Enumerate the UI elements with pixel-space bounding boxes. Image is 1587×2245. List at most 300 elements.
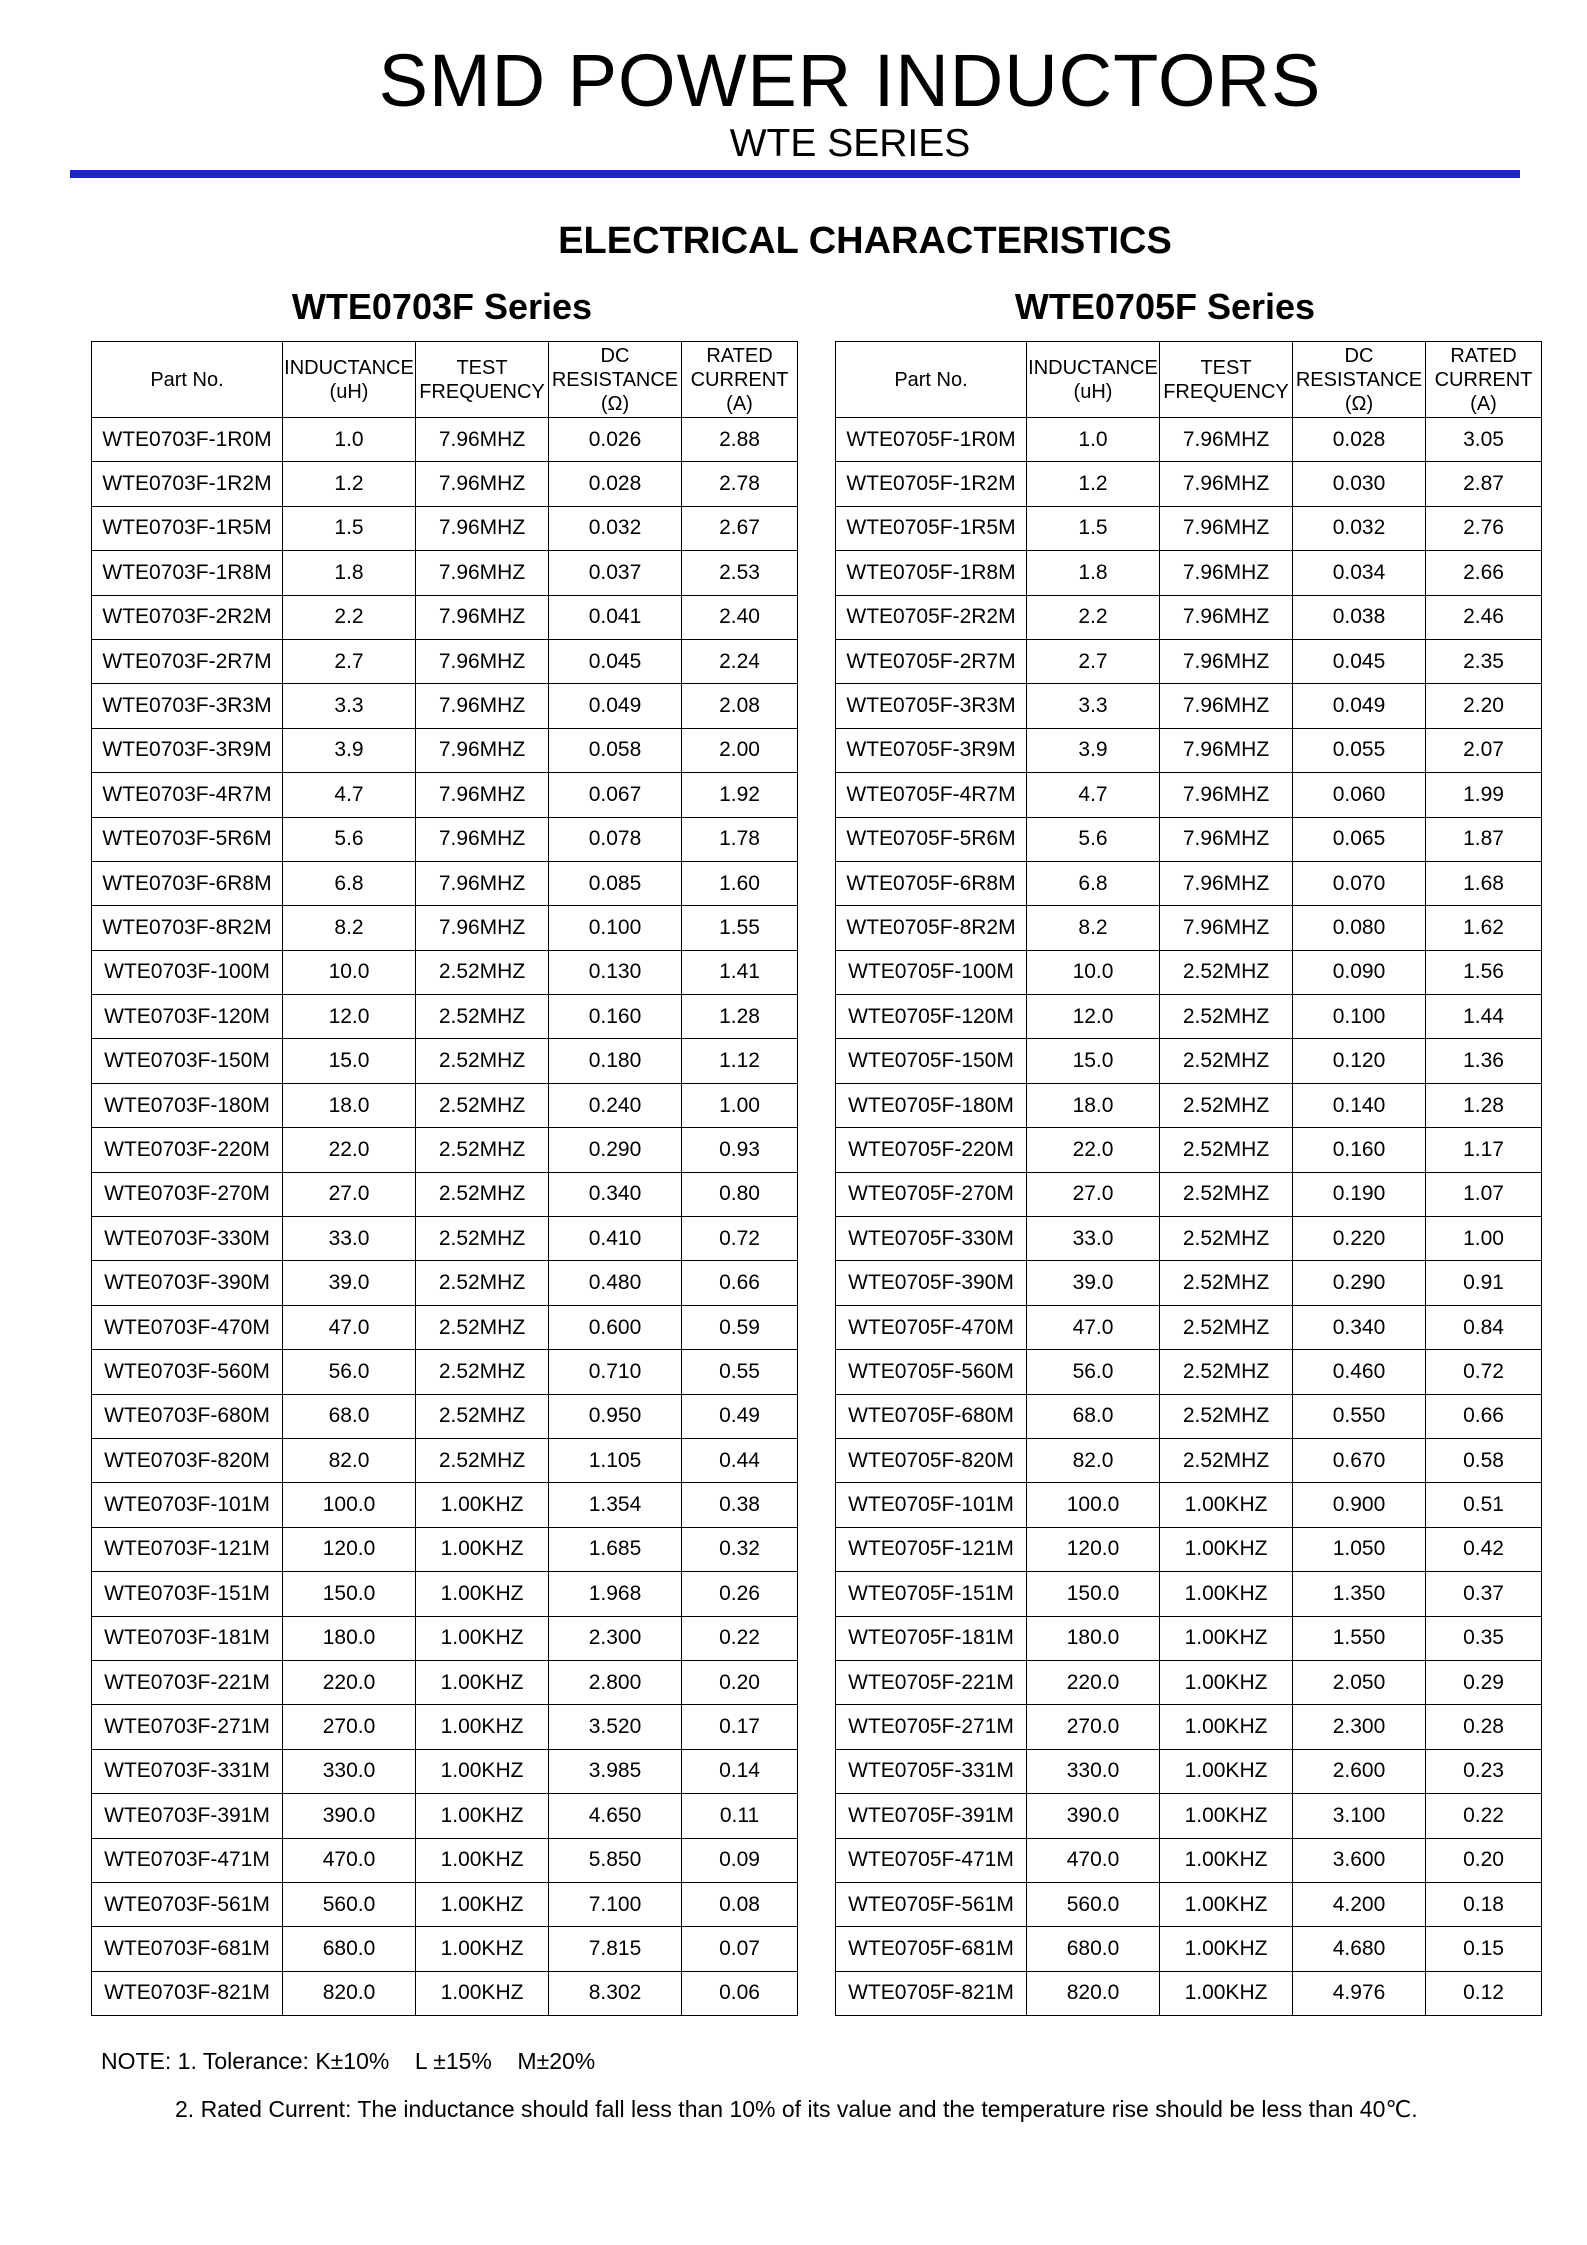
cell-inductance: 220.0 [1027,1660,1160,1704]
cell-test-frequency: 7.96MHZ [1160,506,1293,550]
cell-inductance: 2.7 [1027,639,1160,683]
cell-inductance: 4.7 [1027,773,1160,817]
cell-dc-resistance: 0.180 [549,1039,682,1083]
cell-rated-current: 2.46 [1426,595,1542,639]
cell-dc-resistance: 0.034 [1293,551,1426,595]
cell-test-frequency: 1.00KHZ [1160,1527,1293,1571]
cell-part-no: WTE0705F-1R2M [836,462,1027,506]
cell-test-frequency: 7.96MHZ [1160,595,1293,639]
cell-part-no: WTE0703F-330M [92,1217,283,1261]
cell-test-frequency: 2.52MHZ [416,1394,549,1438]
cell-inductance: 27.0 [283,1172,416,1216]
cell-test-frequency: 7.96MHZ [416,684,549,728]
cell-rated-current: 0.55 [682,1350,798,1394]
cell-part-no: WTE0705F-271M [836,1705,1027,1749]
cell-part-no: WTE0703F-3R9M [92,728,283,772]
cell-part-no: WTE0703F-181M [92,1616,283,1660]
cell-dc-resistance: 0.038 [1293,595,1426,639]
cell-inductance: 5.6 [283,817,416,861]
spec-table-wte0703f [91,341,798,2016]
table-header-row [836,342,1542,418]
cell-dc-resistance: 0.085 [549,861,682,905]
cell-part-no: WTE0703F-121M [92,1527,283,1571]
cell-rated-current: 2.20 [1426,684,1542,728]
cell-dc-resistance: 0.130 [549,950,682,994]
cell-rated-current: 0.17 [682,1705,798,1749]
cell-part-no: WTE0705F-560M [836,1350,1027,1394]
cell-test-frequency: 7.96MHZ [416,506,549,550]
cell-dc-resistance: 0.067 [549,773,682,817]
table-row [92,1083,798,1127]
table-row [92,1483,798,1527]
cell-inductance: 56.0 [1027,1350,1160,1394]
table-row [836,462,1542,506]
cell-dc-resistance: 2.800 [549,1660,682,1704]
cell-dc-resistance: 0.028 [549,462,682,506]
cell-part-no: WTE0705F-2R2M [836,595,1027,639]
cell-dc-resistance: 0.037 [549,551,682,595]
cell-test-frequency: 2.52MHZ [416,995,549,1039]
table-row [92,1705,798,1749]
table-header-row [92,342,798,418]
cell-inductance: 15.0 [283,1039,416,1083]
cell-part-no: WTE0703F-101M [92,1483,283,1527]
cell-rated-current: 2.40 [682,595,798,639]
cell-dc-resistance: 0.055 [1293,728,1426,772]
cell-inductance: 33.0 [283,1217,416,1261]
cell-test-frequency: 2.52MHZ [1160,1261,1293,1305]
cell-test-frequency: 2.52MHZ [1160,1083,1293,1127]
cell-part-no: WTE0703F-1R5M [92,506,283,550]
cell-rated-current: 0.29 [1426,1660,1542,1704]
cell-rated-current: 0.18 [1426,1882,1542,1926]
cell-rated-current: 0.42 [1426,1527,1542,1571]
cell-inductance: 2.7 [283,639,416,683]
cell-part-no: WTE0703F-2R7M [92,639,283,683]
cell-dc-resistance: 1.968 [549,1572,682,1616]
table-row [92,1927,798,1971]
cell-inductance: 560.0 [1027,1882,1160,1926]
table-row [836,995,1542,1039]
table-row [836,1438,1542,1482]
cell-inductance: 680.0 [283,1927,416,1971]
cell-dc-resistance: 0.120 [1293,1039,1426,1083]
cell-dc-resistance: 0.080 [1293,906,1426,950]
cell-rated-current: 2.00 [682,728,798,772]
cell-dc-resistance: 4.200 [1293,1882,1426,1926]
cell-inductance: 18.0 [283,1083,416,1127]
table-row [92,1438,798,1482]
cell-test-frequency: 7.96MHZ [1160,861,1293,905]
cell-test-frequency: 1.00KHZ [1160,1660,1293,1704]
cell-dc-resistance: 0.410 [549,1217,682,1261]
cell-part-no: WTE0705F-1R8M [836,551,1027,595]
cell-rated-current: 2.87 [1426,462,1542,506]
cell-test-frequency: 1.00KHZ [1160,1705,1293,1749]
cell-rated-current: 2.78 [682,462,798,506]
cell-test-frequency: 2.52MHZ [1160,1172,1293,1216]
table-row [92,1039,798,1083]
table-row [92,1128,798,1172]
cell-test-frequency: 2.52MHZ [1160,1350,1293,1394]
table-row [836,1172,1542,1216]
cell-inductance: 390.0 [283,1794,416,1838]
cell-part-no: WTE0705F-221M [836,1660,1027,1704]
cell-test-frequency: 2.52MHZ [416,1172,549,1216]
cell-inductance: 27.0 [1027,1172,1160,1216]
cell-rated-current: 0.72 [1426,1350,1542,1394]
cell-test-frequency: 7.96MHZ [1160,684,1293,728]
table-row [92,817,798,861]
cell-inductance: 2.2 [1027,595,1160,639]
table-row [836,1394,1542,1438]
cell-dc-resistance: 0.032 [1293,506,1426,550]
cell-inductance: 1.5 [1027,506,1160,550]
cell-dc-resistance: 0.670 [1293,1438,1426,1482]
cell-rated-current: 0.15 [1426,1927,1542,1971]
table-row [836,1261,1542,1305]
cell-dc-resistance: 0.950 [549,1394,682,1438]
cell-part-no: WTE0703F-120M [92,995,283,1039]
cell-test-frequency: 1.00KHZ [416,1705,549,1749]
cell-dc-resistance: 0.710 [549,1350,682,1394]
table-row [836,728,1542,772]
cell-dc-resistance: 1.350 [1293,1572,1426,1616]
table-row [836,1483,1542,1527]
table-row [92,639,798,683]
table-row [836,1128,1542,1172]
cell-dc-resistance: 3.520 [549,1705,682,1749]
cell-dc-resistance: 0.090 [1293,950,1426,994]
cell-dc-resistance: 0.041 [549,595,682,639]
cell-test-frequency: 7.96MHZ [1160,639,1293,683]
cell-part-no: WTE0705F-3R9M [836,728,1027,772]
cell-dc-resistance: 0.049 [1293,684,1426,728]
cell-inductance: 270.0 [283,1705,416,1749]
page-title: SMD POWER INDUCTORS [378,39,1322,122]
cell-rated-current: 1.17 [1426,1128,1542,1172]
cell-rated-current: 0.66 [682,1261,798,1305]
cell-inductance: 3.3 [283,684,416,728]
cell-part-no: WTE0705F-471M [836,1838,1027,1882]
table-row [92,1572,798,1616]
cell-dc-resistance: 0.340 [549,1172,682,1216]
table-row [92,1971,798,2015]
cell-test-frequency: 1.00KHZ [1160,1749,1293,1793]
cell-rated-current: 1.92 [682,773,798,817]
table-row [92,950,798,994]
cell-part-no: WTE0703F-390M [92,1261,283,1305]
cell-dc-resistance: 0.460 [1293,1350,1426,1394]
cell-inductance: 560.0 [283,1882,416,1926]
cell-part-no: WTE0705F-180M [836,1083,1027,1127]
table-row [92,1261,798,1305]
table-row [836,1039,1542,1083]
cell-test-frequency: 2.52MHZ [416,1350,549,1394]
cell-part-no: WTE0703F-561M [92,1882,283,1926]
cell-rated-current: 2.35 [1426,639,1542,683]
cell-part-no: WTE0703F-8R2M [92,906,283,950]
header-inductance: INDUCTANCE (uH) [1027,342,1160,418]
cell-test-frequency: 1.00KHZ [1160,1794,1293,1838]
cell-inductance: 39.0 [283,1261,416,1305]
cell-dc-resistance: 0.290 [549,1128,682,1172]
cell-part-no: WTE0705F-4R7M [836,773,1027,817]
cell-part-no: WTE0703F-271M [92,1705,283,1749]
cell-test-frequency: 2.52MHZ [1160,1438,1293,1482]
cell-inductance: 3.9 [283,728,416,772]
cell-rated-current: 0.91 [1426,1261,1542,1305]
cell-inductance: 12.0 [283,995,416,1039]
cell-test-frequency: 2.52MHZ [416,1305,549,1349]
cell-rated-current: 0.66 [1426,1394,1542,1438]
cell-test-frequency: 2.52MHZ [1160,1128,1293,1172]
cell-test-frequency: 7.96MHZ [416,551,549,595]
cell-rated-current: 1.28 [682,995,798,1039]
cell-rated-current: 1.28 [1426,1083,1542,1127]
cell-test-frequency: 7.96MHZ [1160,817,1293,861]
cell-part-no: WTE0705F-681M [836,1927,1027,1971]
cell-dc-resistance: 0.028 [1293,418,1426,462]
cell-inductance: 1.8 [1027,551,1160,595]
cell-inductance: 68.0 [1027,1394,1160,1438]
cell-inductance: 68.0 [283,1394,416,1438]
cell-rated-current: 1.00 [1426,1217,1542,1261]
cell-dc-resistance: 0.078 [549,817,682,861]
table-row [836,639,1542,683]
cell-inductance: 22.0 [1027,1128,1160,1172]
table-row [836,1705,1542,1749]
table-row [836,1794,1542,1838]
cell-rated-current: 0.06 [682,1971,798,2015]
cell-dc-resistance: 0.240 [549,1083,682,1127]
table-row [92,906,798,950]
cell-inductance: 1.8 [283,551,416,595]
cell-test-frequency: 1.00KHZ [416,1794,549,1838]
cell-inductance: 100.0 [1027,1483,1160,1527]
cell-part-no: WTE0705F-150M [836,1039,1027,1083]
cell-dc-resistance: 0.340 [1293,1305,1426,1349]
cell-rated-current: 1.12 [682,1039,798,1083]
cell-test-frequency: 7.96MHZ [416,906,549,950]
cell-part-no: WTE0705F-561M [836,1882,1027,1926]
cell-dc-resistance: 0.290 [1293,1261,1426,1305]
note-tolerance: NOTE: 1. Tolerance: K±10% L ±15% M±20% [101,2048,596,2074]
cell-inductance: 180.0 [1027,1616,1160,1660]
cell-inductance: 470.0 [1027,1838,1160,1882]
cell-dc-resistance: 3.100 [1293,1794,1426,1838]
table-title-wte0705f: WTE0705F Series [1014,286,1316,327]
table-row [836,1217,1542,1261]
header-test-frequency: TEST FREQUENCY [1160,342,1293,418]
cell-rated-current: 0.14 [682,1749,798,1793]
cell-test-frequency: 7.96MHZ [416,639,549,683]
cell-test-frequency: 7.96MHZ [1160,418,1293,462]
cell-test-frequency: 2.52MHZ [416,1438,549,1482]
cell-inductance: 47.0 [1027,1305,1160,1349]
header-dc-resistance: DC RESISTANCE (Ω) [1293,342,1426,418]
cell-rated-current: 1.68 [1426,861,1542,905]
table-row [92,1660,798,1704]
cell-dc-resistance: 0.190 [1293,1172,1426,1216]
cell-dc-resistance: 0.058 [549,728,682,772]
cell-rated-current: 2.67 [682,506,798,550]
cell-part-no: WTE0705F-391M [836,1794,1027,1838]
cell-inductance: 15.0 [1027,1039,1160,1083]
table-title-wte0703f: WTE0703F Series [291,286,593,327]
table-row [836,1927,1542,1971]
table-row [92,684,798,728]
cell-part-no: WTE0705F-1R5M [836,506,1027,550]
cell-rated-current: 0.93 [682,1128,798,1172]
table-row [836,1350,1542,1394]
table-row [836,1083,1542,1127]
cell-inductance: 22.0 [283,1128,416,1172]
table-row [92,1838,798,1882]
header-rated-current: RATED CURRENT (A) [1426,342,1542,418]
cell-inductance: 2.2 [283,595,416,639]
cell-part-no: WTE0705F-821M [836,1971,1027,2015]
table-row [836,1305,1542,1349]
cell-inductance: 820.0 [1027,1971,1160,2015]
cell-test-frequency: 7.96MHZ [416,418,549,462]
table-row [836,684,1542,728]
cell-rated-current: 0.51 [1426,1483,1542,1527]
table-row [92,728,798,772]
cell-dc-resistance: 8.302 [549,1971,682,2015]
cell-dc-resistance: 0.100 [1293,995,1426,1039]
cell-test-frequency: 1.00KHZ [416,1971,549,2015]
cell-dc-resistance: 4.976 [1293,1971,1426,2015]
cell-rated-current: 1.36 [1426,1039,1542,1083]
cell-dc-resistance: 0.026 [549,418,682,462]
cell-test-frequency: 1.00KHZ [1160,1927,1293,1971]
cell-test-frequency: 7.96MHZ [1160,773,1293,817]
cell-rated-current: 0.72 [682,1217,798,1261]
table-row [836,595,1542,639]
cell-part-no: WTE0703F-680M [92,1394,283,1438]
table-row [836,773,1542,817]
table-row [836,861,1542,905]
cell-dc-resistance: 2.300 [549,1616,682,1660]
table-row [92,1794,798,1838]
cell-dc-resistance: 7.815 [549,1927,682,1971]
cell-part-no: WTE0703F-151M [92,1572,283,1616]
cell-part-no: WTE0705F-1R0M [836,418,1027,462]
cell-part-no: WTE0703F-6R8M [92,861,283,905]
table-row [92,995,798,1039]
table-row [92,1616,798,1660]
cell-inductance: 390.0 [1027,1794,1160,1838]
cell-rated-current: 1.99 [1426,773,1542,817]
cell-dc-resistance: 0.045 [549,639,682,683]
cell-inductance: 680.0 [1027,1927,1160,1971]
cell-inductance: 120.0 [283,1527,416,1571]
cell-dc-resistance: 0.049 [549,684,682,728]
cell-test-frequency: 2.52MHZ [416,1039,549,1083]
cell-rated-current: 0.80 [682,1172,798,1216]
cell-dc-resistance: 0.100 [549,906,682,950]
cell-part-no: WTE0703F-471M [92,1838,283,1882]
cell-rated-current: 0.22 [682,1616,798,1660]
cell-test-frequency: 1.00KHZ [416,1838,549,1882]
cell-test-frequency: 2.52MHZ [1160,995,1293,1039]
cell-dc-resistance: 0.220 [1293,1217,1426,1261]
cell-part-no: WTE0705F-101M [836,1483,1027,1527]
cell-part-no: WTE0703F-180M [92,1083,283,1127]
cell-rated-current: 2.76 [1426,506,1542,550]
cell-inductance: 82.0 [283,1438,416,1482]
table-row [92,773,798,817]
cell-rated-current: 0.08 [682,1882,798,1926]
header-test-frequency: TEST FREQUENCY [416,342,549,418]
cell-dc-resistance: 3.600 [1293,1838,1426,1882]
cell-rated-current: 3.05 [1426,418,1542,462]
cell-inductance: 330.0 [283,1749,416,1793]
cell-dc-resistance: 0.160 [549,995,682,1039]
table-row [836,418,1542,462]
cell-dc-resistance: 0.045 [1293,639,1426,683]
cell-dc-resistance: 4.650 [549,1794,682,1838]
cell-inductance: 1.0 [1027,418,1160,462]
cell-inductance: 4.7 [283,773,416,817]
table-row [836,506,1542,550]
cell-part-no: WTE0703F-391M [92,1794,283,1838]
cell-part-no: WTE0705F-2R7M [836,639,1027,683]
cell-rated-current: 0.58 [1426,1438,1542,1482]
cell-test-frequency: 7.96MHZ [1160,728,1293,772]
cell-test-frequency: 7.96MHZ [416,728,549,772]
cell-rated-current: 2.53 [682,551,798,595]
cell-rated-current: 1.44 [1426,995,1542,1039]
cell-test-frequency: 2.52MHZ [416,1083,549,1127]
cell-inductance: 150.0 [283,1572,416,1616]
cell-rated-current: 0.20 [1426,1838,1542,1882]
table-row [92,418,798,462]
cell-part-no: WTE0705F-270M [836,1172,1027,1216]
cell-part-no: WTE0703F-820M [92,1438,283,1482]
cell-test-frequency: 1.00KHZ [416,1927,549,1971]
cell-rated-current: 0.49 [682,1394,798,1438]
cell-test-frequency: 7.96MHZ [1160,906,1293,950]
table-row [92,1882,798,1926]
table-row [92,1394,798,1438]
table-row [92,861,798,905]
cell-inductance: 330.0 [1027,1749,1160,1793]
cell-inductance: 470.0 [283,1838,416,1882]
cell-part-no: WTE0705F-3R3M [836,684,1027,728]
cell-inductance: 5.6 [1027,817,1160,861]
cell-rated-current: 0.12 [1426,1971,1542,2015]
cell-rated-current: 1.60 [682,861,798,905]
table-row [836,1749,1542,1793]
cell-part-no: WTE0703F-821M [92,1971,283,2015]
cell-test-frequency: 1.00KHZ [416,1882,549,1926]
cell-dc-resistance: 0.032 [549,506,682,550]
cell-inductance: 33.0 [1027,1217,1160,1261]
cell-test-frequency: 2.52MHZ [1160,950,1293,994]
cell-rated-current: 1.07 [1426,1172,1542,1216]
cell-test-frequency: 1.00KHZ [1160,1572,1293,1616]
cell-rated-current: 0.37 [1426,1572,1542,1616]
table-row [92,551,798,595]
cell-dc-resistance: 0.140 [1293,1083,1426,1127]
table-row [92,595,798,639]
cell-test-frequency: 2.52MHZ [1160,1217,1293,1261]
cell-inductance: 8.2 [283,906,416,950]
header-divider [70,170,1520,178]
cell-test-frequency: 1.00KHZ [416,1749,549,1793]
